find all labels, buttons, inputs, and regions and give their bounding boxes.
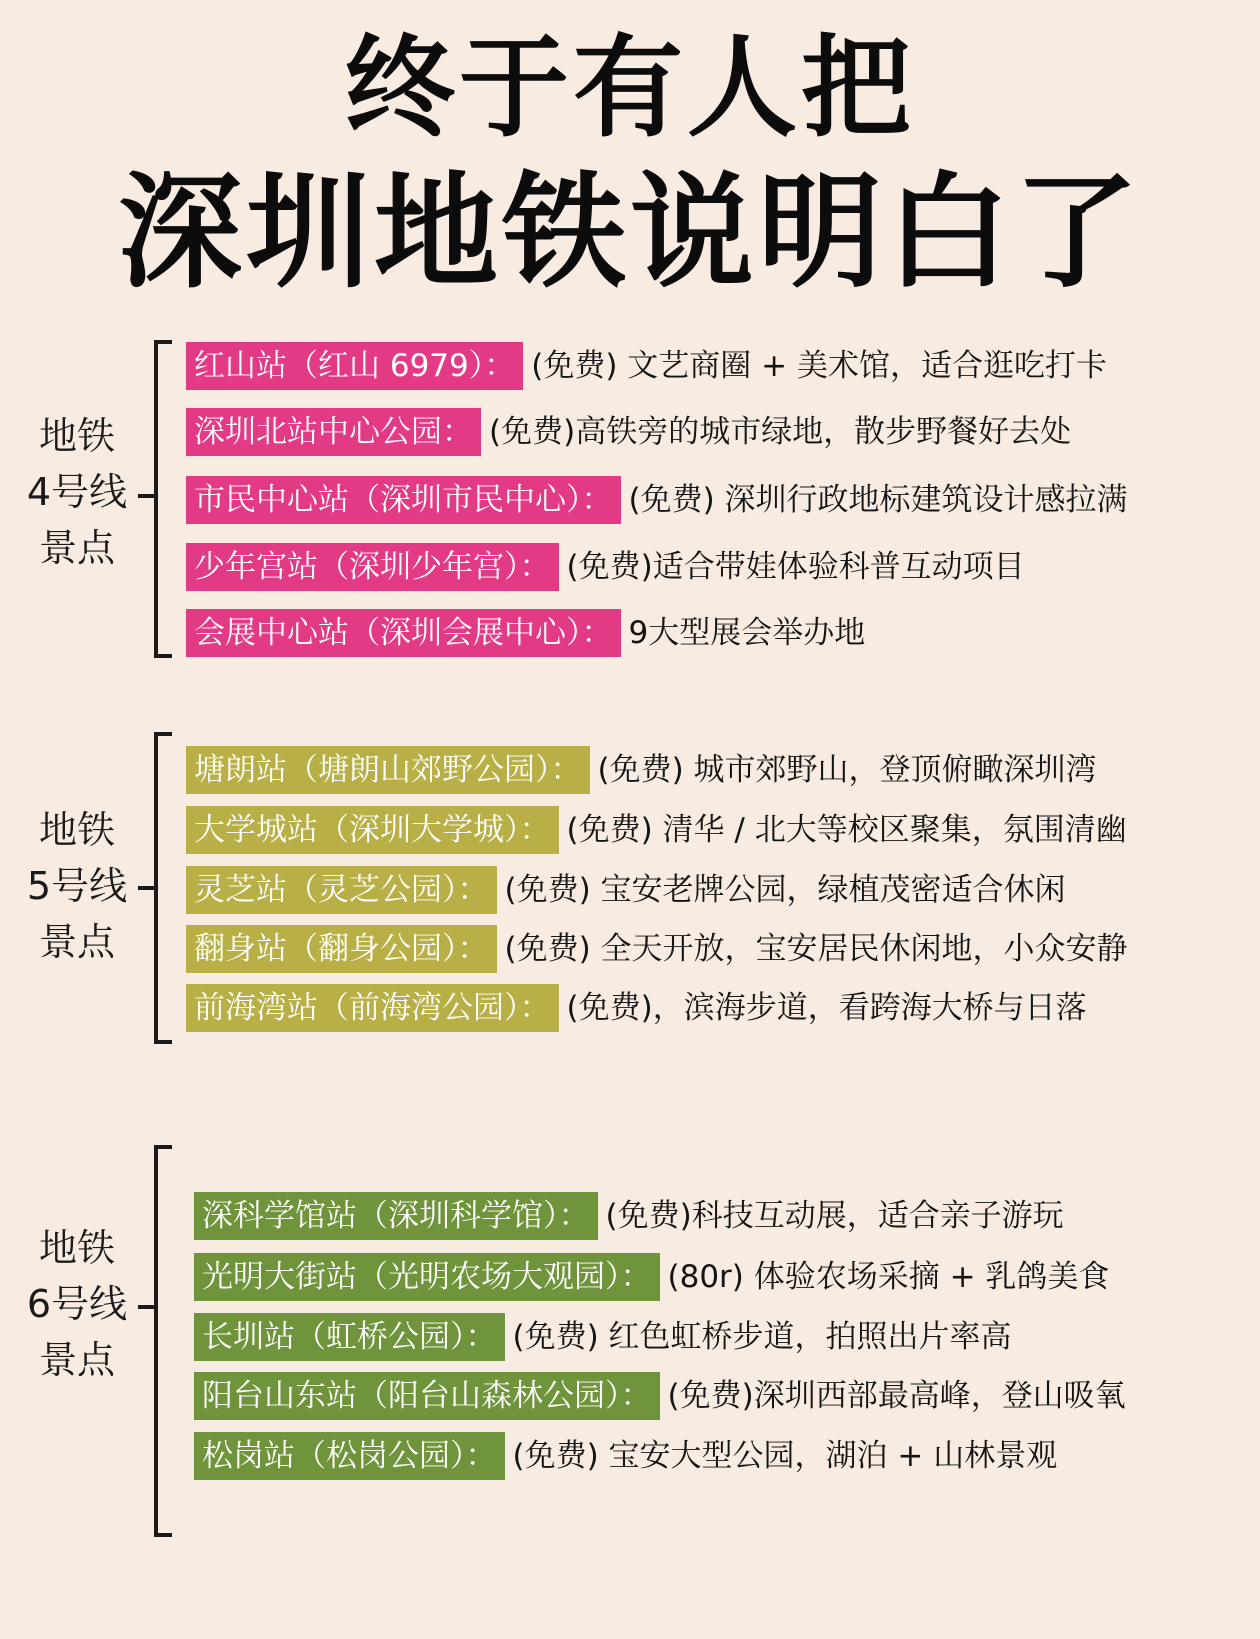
- line-6-label-part-1: 地铁: [38, 1226, 115, 1270]
- station-tag: 灵芝站（灵芝公园）：: [186, 866, 497, 914]
- list-item: [186, 342, 1107, 390]
- station-desc: (免费)深圳西部最高峰，登山吸氧: [667, 1378, 1126, 1414]
- list-item: [186, 984, 1087, 1032]
- list-item: [186, 866, 1066, 914]
- line-5-label-part-2: 5号线: [26, 864, 128, 908]
- station-desc: (免费)适合带娃体验科普互动项目: [566, 549, 1025, 585]
- line-5-label-part-1: 地铁: [38, 808, 115, 852]
- list-item: [194, 1372, 1126, 1420]
- list-item: [186, 476, 1128, 524]
- station-desc: (免费)，滨海步道，看跨海大桥与日落: [566, 990, 1087, 1026]
- list-item: [194, 1313, 1012, 1361]
- station-tag: 光明大街站（光明农场大观园）：: [194, 1253, 660, 1301]
- list-item: [194, 1253, 1109, 1301]
- line-6-bracket-tick: [138, 1305, 156, 1309]
- line-4-label-part-2: 4号线: [26, 470, 128, 514]
- station-tag: 前海湾站（前海湾公园）：: [186, 984, 559, 1032]
- station-desc: (免费) 深圳行政地标建筑设计感拉满: [628, 482, 1128, 518]
- station-tag: 翻身站（翻身公园）：: [186, 925, 497, 973]
- station-desc: (免费) 红色虹桥步道，拍照出片率高: [512, 1319, 1012, 1355]
- line-6-label-part-3: 景点: [38, 1338, 115, 1382]
- station-tag: 红山站（红山 6979）：: [186, 342, 523, 390]
- list-item: [186, 543, 1025, 591]
- line-4-label-part-1: 地铁: [38, 414, 115, 458]
- station-desc: 9大型展会举办地: [628, 615, 866, 651]
- list-item: [194, 1432, 1057, 1480]
- line-5-bracket: [154, 732, 172, 1044]
- list-item: [186, 746, 1097, 794]
- line-6-label: [12, 1220, 142, 1388]
- line-6-bracket: [154, 1145, 172, 1537]
- station-desc: (免费)科技互动展，适合亲子游玩: [605, 1198, 1064, 1234]
- station-desc: (免费) 城市郊野山，登顶俯瞰深圳湾: [597, 752, 1097, 788]
- station-desc: (80r) 体验农场采摘 + 乳鸽美食: [667, 1259, 1110, 1295]
- line-5-label-part-3: 景点: [38, 920, 115, 964]
- station-desc: (免费)高铁旁的城市绿地，散步野餐好去处: [489, 414, 1072, 450]
- station-desc: (免费) 清华 / 北大等校区聚集，氛围清幽: [566, 812, 1127, 848]
- list-item: [186, 806, 1127, 854]
- list-item: [194, 1192, 1064, 1240]
- station-tag: 松岗站（松岗公园）：: [194, 1432, 505, 1480]
- line-6-label-part-2: 6号线: [26, 1282, 128, 1326]
- line-4-label: [12, 408, 142, 576]
- station-tag: 深科学馆站（深圳科学馆）：: [194, 1192, 598, 1240]
- station-tag: 长圳站（虹桥公园）：: [194, 1313, 505, 1361]
- list-item: [186, 408, 1071, 456]
- line-4-bracket-tick: [138, 494, 156, 498]
- station-tag: 大学城站（深圳大学城）：: [186, 806, 559, 854]
- station-desc: (免费) 文艺商圈 + 美术馆，适合逛吃打卡: [531, 348, 1107, 384]
- line-4-bracket: [154, 340, 172, 658]
- line-5-bracket-tick: [138, 886, 156, 890]
- page-title-line-2: 深圳地铁说明白了: [117, 161, 1142, 305]
- station-tag: 塘朗站（塘朗山郊野公园）：: [186, 746, 590, 794]
- station-desc: (免费) 宝安老牌公园，绿植茂密适合休闲: [504, 872, 1066, 908]
- line-5-label: [12, 802, 142, 970]
- station-tag: 深圳北站中心公园：: [186, 408, 481, 456]
- station-tag: 阳台山东站（阳台山森林公园）：: [194, 1372, 660, 1420]
- list-item: [186, 925, 1128, 973]
- station-tag: 市民中心站（深圳市民中心）：: [186, 476, 621, 524]
- list-item: [186, 609, 865, 657]
- station-desc: (免费) 全天开放，宝安居民休闲地，小众安静: [504, 931, 1128, 967]
- page-title-line-1: 终于有人把: [345, 24, 915, 152]
- line-4-label-part-3: 景点: [38, 526, 115, 570]
- station-tag: 会展中心站（深圳会展中心）：: [186, 609, 621, 657]
- station-tag: 少年宫站（深圳少年宫）：: [186, 543, 559, 591]
- station-desc: (免费) 宝安大型公园，湖泊 + 山林景观: [512, 1438, 1058, 1474]
